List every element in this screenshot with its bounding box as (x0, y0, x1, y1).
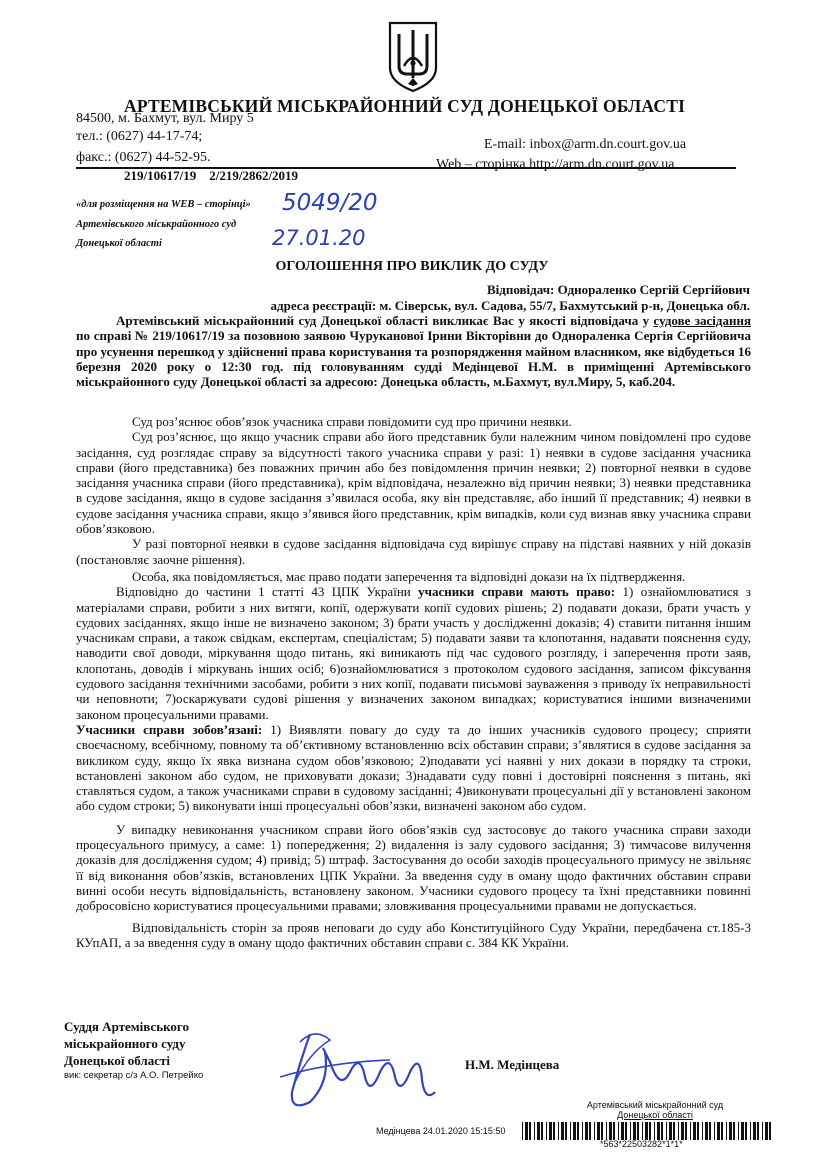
paragraph-2: Суд роз’яснює, що якщо учасник справи або його представник були належним чином повідомлені про судове засідання, суд розглядає справу за відсутності такого учасника справи у разі: 1) неявки в судове засідання учасника справи (його представника) без поважних причин або без повідомлення причин неявки; 2) повторної неявки в судове засідання учасника справи (його представника), крім відповідача, незалежно від причин неявки; 3) неявки представника в судове засідання, якщо в судове засідання з’явилася особа, яку він представляє, або інший її представник; 4) неявки в судове засідання учасника справи, якщо з’явився його представник, крім випадків, коли суд визнав явку учасника справи обов’язковою. (76, 429, 751, 537)
respondent: Відповідач: Однораленко Сергій Сергійович (487, 282, 750, 297)
summons-text-2: судове засідання (653, 313, 751, 328)
signature-block (64, 1018, 189, 1069)
notice-body (76, 414, 751, 950)
judge-signature-icon (270, 1022, 440, 1122)
court-email: E-mail: inbox@arm.dn.court.gov.ua (484, 137, 687, 152)
paragraph-1: Суд роз’яснює обов’язок учасника справи повідомити суд про причини неявки. (132, 414, 572, 429)
summons-text-3: по справі № 219/10617/19 за позовною заявою Чуруканової Ірини Вікторівни до Однораленка Сергія Сергійовича про усунення перешкод у здійсненні права користування та розпорядження майном власником, яке відбудеться 16 березня 2020 року о 12:30 год. під головуванням судді Медінцевої Н.М. в приміщенні Артемівського міськрайонного суду Донецької області за адресою: Донецька область, м.Бахмут, вул.Миру, 5, каб.204. (76, 328, 751, 390)
web-note-line2: Артемівського міськрайонного суд (76, 219, 237, 230)
footer-court-name (560, 1100, 750, 1120)
paragraph-6-a: Учасники справи зобов’язані: (76, 721, 263, 737)
executor-note: вик: секретар с/з А.О. Петрейко (64, 1070, 204, 1081)
footer-court-line-2: Донецької області (617, 1110, 693, 1120)
signature-line-2: міськрайонного суду (64, 1036, 186, 1051)
footer-court-line-1: Артемівський міськрайонний суд (586, 1100, 724, 1110)
web-note-line3: Донецької області (76, 238, 162, 249)
paragraph-6-b: 1) Виявляти повагу до суду та до інших учасників судового процесу; сприяти своєчасному, всебічному, повному та об’єктивному встановленню всіх обставин справи; з’являтися в судове засідання за викликом суду, якщо їх явка визнана судом обов’язковою; 2)подавати усі наявні у них докази в порядку та строки, встановлені законом або судом, не приховувати докази; 3)надавати суду повні і достовірні пояснення з питань, які ставляться судом, а також учасниками справи в судовому засіданні; 4)виконувати процесуальні дії у встановлені законом або судом строки; 5) виконувати інші процесуальні обов’язки, визначені законом або судом. (76, 721, 751, 814)
paragraph-3: У разі повторної неявки в судове засідання відповідача суд вирішує справу на підставі наявних у ній доказів (постановляє заочне рішення). (76, 536, 751, 567)
signature-line-1: Суддя Артемівського (64, 1019, 189, 1034)
paragraph-4: Особа, яка повідомляється, має право подати заперечення та відповідні докази на їх підтвердження. (132, 568, 686, 584)
barcode-icon (522, 1122, 777, 1140)
court-website: Web – сторінка http://arm.dn.court.gov.ua (436, 157, 675, 172)
paragraph-5-b: учасники справи мають право: (418, 584, 616, 600)
paragraph-6 (76, 722, 751, 814)
summons-text-1: Артемівський міськрайонний суд Донецької області викликає Вас у якості відповідача у (116, 313, 654, 328)
handwritten-date: 27.01.20 (272, 226, 366, 250)
paragraph-8: Відповідальність сторін за прояв неповаги до суду або Конституційного Суду України, передбачена ст.185-3 КУпАП, а за введення суду в оману щодо фактичних обставин справи с. 384 КК України. (76, 919, 751, 950)
court-phone: тел.: (0627) 44-17-74; (76, 129, 203, 144)
notice-title: ОГОЛОШЕННЯ ПРО ВИКЛИК ДО СУДУ (275, 259, 549, 274)
court-fax: факс.: (0627) 44-52-95. (76, 150, 211, 165)
paragraph-5 (76, 584, 751, 722)
coat-of-arms-icon (386, 20, 440, 94)
signature-line-3: Донецької області (64, 1053, 170, 1068)
court-title: АРТЕМІВСЬКИЙ МІСЬКРАЙОННИЙ СУД ДОНЕЦЬКОЇ ОБЛАСТІ (124, 96, 686, 116)
court-address: 84500, м. Бахмут, вул. Миру 5 (76, 111, 254, 126)
e-signature-stamp: Медінцева 24.01.2020 15:15:50 (376, 1126, 506, 1136)
paragraph-7: У випадку невиконання учасником справи його обов’язків суд застосовує до такого учасника справи заходи процесуального примусу, а саме: 1) попередження; 2) видалення із залу судового засідання; 3) тимчасове вилучення доказів для дослідження судом; 4) привід; 5) штраф. Застосування до особи заходів процесуального примусу не звільняє її від виконання обов’язків, встановлених ЦПК України. За введення суду в оману щодо фактичних обставин справи винні особи несуть відповідальність, встановлену законом. Учасники судового процесу та їхні представники повинні добросовісно користуватися процесуальними правами; зловживання процесуальними правами не допускається. (76, 821, 751, 914)
web-note-line1: «для розміщення на WEB – сторінці» (76, 199, 251, 210)
judge-name: Н.М. Медінцева (465, 1057, 560, 1072)
case-numbers: 219/10617/19 2/219/2862/2019 (124, 168, 299, 183)
registration-address: адреса реєстрації: м. Сіверськ, вул. Садова, 55/7, Бахмутський р-н, Донецька обл. (270, 298, 750, 313)
handwritten-number: 5049/20 (282, 190, 378, 216)
barcode-number: *563*22503282*1*1* (600, 1139, 683, 1149)
paragraph-5-a: Відповідно до частини 1 статті 43 ЦПК України (116, 584, 419, 600)
paragraph-5-c: 1) ознайомлюватися з матеріалами справи, робити з них витяги, копії, одержувати копії судових рішень; 2) подавати докази, брати участь у судових засіданнях, якщо інше не визначено законом; 3) брати участь у дослідженні доказів; 4) ставити питання іншим учасникам справи, а також свідкам, експертам, спеціалістам; 5) подавати заяви та клопотання, надавати пояснення суду, наводити свої доводи, міркування щодо питань, які виникають під час судового розгляду, і заперечення проти заяв, клопотань, доводів і міркувань інших осіб; 6)ознайомлюватися з протоколом судового засідання, записом фіксування судового засідання технічними засобами, робити з них копії, подавати письмові зауваження з приводу їх неправильності чи неповноти; 7)оскаржувати судові рішення у визначених законом випадках; користуватися іншими визначеними законом процесуальними правами. (76, 584, 752, 722)
summons-paragraph (76, 313, 751, 389)
